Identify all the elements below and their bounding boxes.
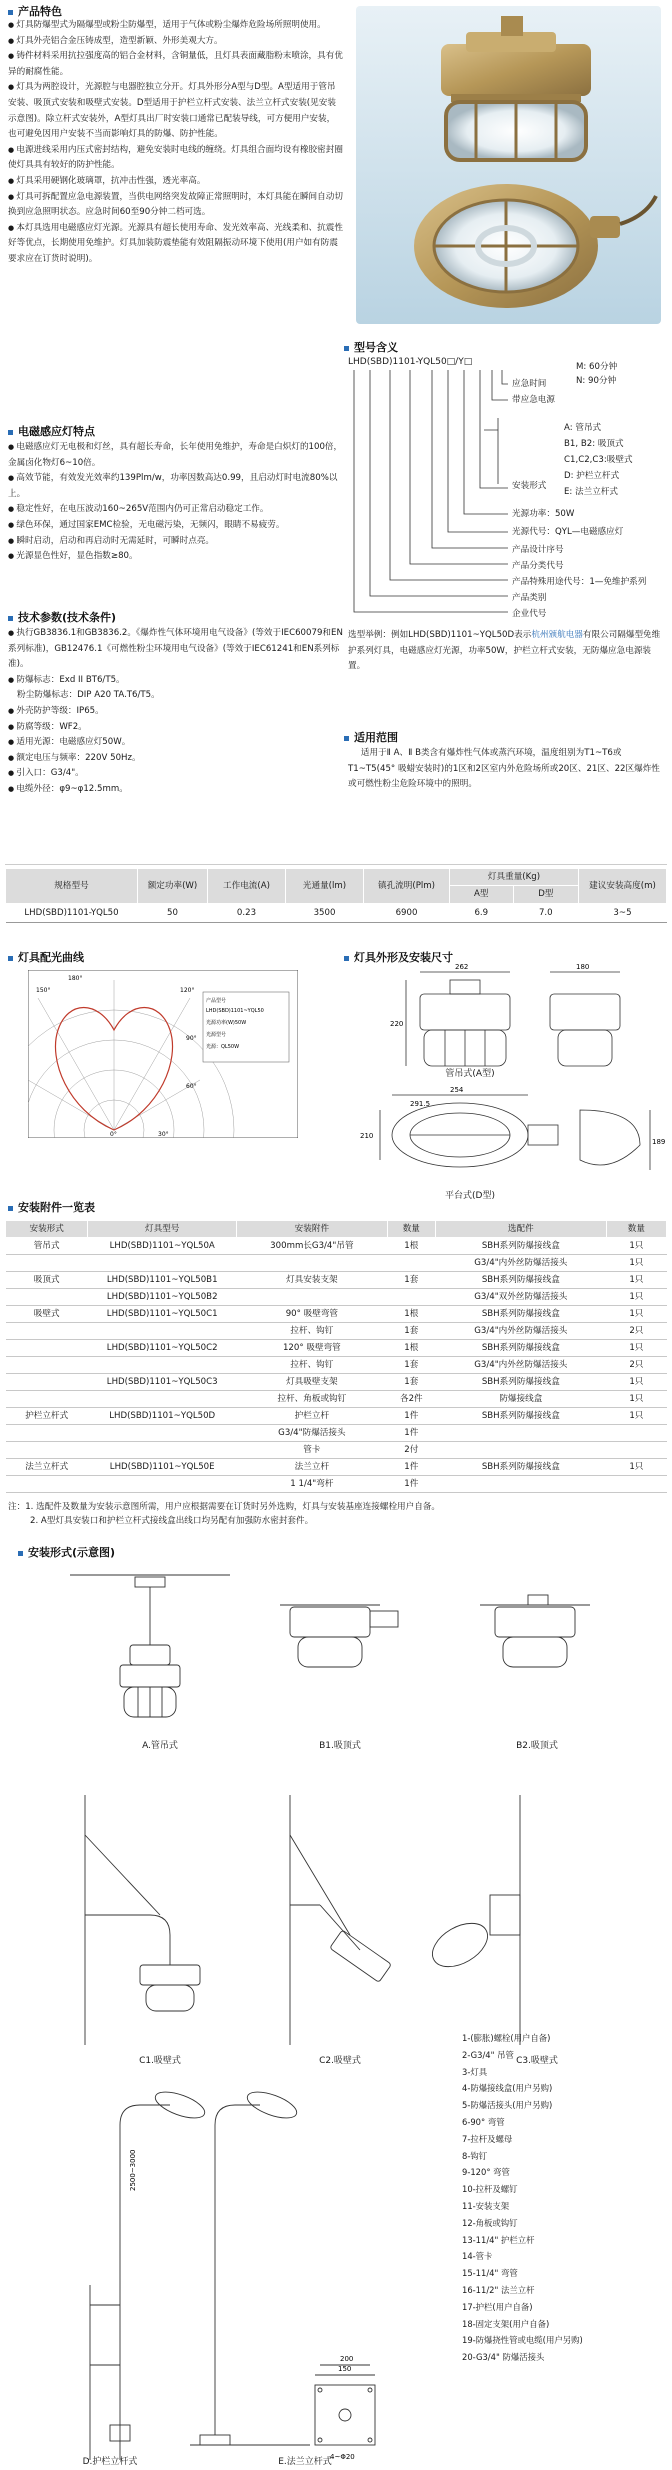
spec-header: 光通量(lm)	[286, 869, 364, 904]
install-height: 2500~3000	[129, 2149, 137, 2191]
acc-cell: 2只	[606, 1357, 666, 1374]
acc-cell: 1只	[606, 1408, 666, 1425]
tech-item: ● 引入口：G3/4"。	[8, 766, 343, 782]
curve-title: 灯具配光曲线	[8, 950, 84, 966]
acc-cell: 吸顶式	[6, 1272, 88, 1289]
spec-cell: 3500	[286, 903, 364, 922]
curve-legend: 光源型号	[206, 1032, 227, 1038]
acc-cell: 120° 吸壁弯管	[237, 1340, 388, 1357]
accessory-body	[6, 1238, 667, 1493]
part-item: 10-拉杆及螺钉	[462, 2184, 518, 2195]
model-example	[348, 628, 666, 675]
lamp-item: ● 绿色环保，通过国家EMC检验，无电磁污染，无频闪，眼睛不易疲劳。	[8, 518, 343, 534]
acc-row	[6, 1442, 667, 1459]
features-item: ● 铸件材料采用抗拉强度高的铝合金材料，含铜量低，且灯具表面藏脂粉末喷涂，具有优异的耐腐性能。	[8, 49, 343, 80]
acc-cell: 1件	[387, 1425, 435, 1442]
model-label-emg-power: 带应急电源	[512, 395, 555, 405]
acc-cell: 1只	[606, 1340, 666, 1357]
acc-row	[6, 1357, 667, 1374]
acc-cell: 1根	[387, 1306, 435, 1323]
acc-cell	[387, 1289, 435, 1306]
tech-item: ● 适用光源：电磁感应灯50W。	[8, 735, 343, 751]
acc-row	[6, 1306, 667, 1323]
dim-label: 291.5	[410, 1100, 431, 1108]
spec-cell: 6.9	[450, 903, 514, 922]
note: 2. A型灯具安装口和护栏立杆式接线盒出线口均另配有加强防水密封套件。	[30, 1516, 314, 1526]
tech-item: ● 外壳防护等级：IP65。	[8, 704, 343, 720]
spec-header: 工作电流(A)	[208, 869, 286, 904]
acc-cell: 2付	[387, 1442, 435, 1459]
acc-cell: 1件	[387, 1476, 435, 1493]
acc-cell: 1件	[387, 1459, 435, 1476]
install-caption: A.管吊式	[142, 1741, 178, 1751]
part-item: 16-11/2" 法兰立杆	[462, 2284, 535, 2295]
dim-label: 262	[455, 963, 469, 971]
example-company: 杭州颁航电器	[531, 630, 583, 640]
install-caption: D.护栏立杆式	[82, 2457, 138, 2467]
acc-row	[6, 1255, 667, 1272]
features-item: ● 灯具外壳铝合金压铸成型，造型新颖、外形美观大方。	[8, 34, 343, 50]
accessory-title: 安装附件一览表	[8, 1200, 95, 1216]
acc-cell: 1只	[606, 1374, 666, 1391]
spec-cell: LHD(SBD)1101-YQL50	[6, 903, 138, 922]
part-item: 20-G3/4" 防爆活接头	[462, 2352, 545, 2363]
tech-item: 粉尘防爆标志：DIP A20 TA.T6/T5。	[17, 690, 160, 701]
acc-cell	[88, 1391, 237, 1408]
acc-cell: 管吊式	[6, 1238, 88, 1255]
angle-label: 150°	[36, 987, 51, 994]
spec-table	[5, 868, 667, 923]
part-item: 3-灯具	[462, 2066, 488, 2077]
spec-cell: 6900	[364, 903, 450, 922]
acc-row	[6, 1408, 667, 1425]
install-title: 安装形式(示意图)	[18, 1545, 115, 1561]
acc-cell: SBH系列防爆接线盒	[435, 1306, 606, 1323]
acc-cell	[6, 1425, 88, 1442]
acc-header: 选配件	[435, 1221, 606, 1238]
tech-list	[8, 626, 343, 798]
acc-header: 数量	[606, 1221, 666, 1238]
angle-label: 60°	[186, 1083, 197, 1090]
mount-option: E: 法兰立杆式	[564, 487, 619, 497]
acc-cell	[6, 1340, 88, 1357]
acc-cell: SBH系列防爆接线盒	[435, 1272, 606, 1289]
acc-cell: 护栏立杆式	[6, 1408, 88, 1425]
acc-cell: LHD(SBD)1101~YQL50A	[88, 1238, 237, 1255]
spec-cell: 50	[138, 903, 208, 922]
acc-cell: 1根	[387, 1238, 435, 1255]
acc-cell: 拉杆、钩钉	[237, 1357, 388, 1374]
acc-cell	[6, 1442, 88, 1459]
tech-title: 技术参数(技术条件)	[8, 610, 116, 626]
spec-subheader: A型	[450, 886, 514, 903]
features-item: ● 灯具可拆配置应急电源装置，当供电网络突发故障正常照明时，本灯具能在瞬间自动切换到应急照明状态。应急时间60至90分钟二档可选。	[8, 190, 343, 221]
acc-cell	[6, 1374, 88, 1391]
install-caption: C1.吸壁式	[139, 2056, 181, 2066]
note: 注：1. 选配件及数量为安装示意图所需，用户应根据需要在订货时另外选购，灯具与安装基座连接螺栓用户自备。	[8, 1502, 441, 1512]
product-photo	[356, 6, 661, 324]
acc-cell	[237, 1255, 388, 1272]
acc-cell: 1 1/4"弯杆	[237, 1476, 388, 1493]
acc-cell: LHD(SBD)1101~YQL50E	[88, 1459, 237, 1476]
acc-cell	[435, 1442, 606, 1459]
mount-option: C1,C2,C3:吸壁式	[564, 455, 633, 465]
acc-cell	[88, 1357, 237, 1374]
acc-cell: 拉杆、角板或钩钉	[237, 1391, 388, 1408]
acc-cell: LHD(SBD)1101~YQL50C3	[88, 1374, 237, 1391]
acc-cell	[6, 1391, 88, 1408]
spec-subheader: D型	[513, 886, 578, 903]
lamp-item: ● 瞬时启动，启动和再启动时无需延时，可瞬时点亮。	[8, 534, 343, 550]
acc-cell: 灯具安装支架	[237, 1272, 388, 1289]
dim-label: 220	[390, 1020, 404, 1028]
part-item: 2-G3/4" 吊管	[462, 2049, 514, 2060]
acc-cell	[88, 1323, 237, 1340]
acc-cell: SBH系列防爆接线盒	[435, 1238, 606, 1255]
install-caption: B2.吸顶式	[516, 1741, 558, 1751]
angle-label: 0°	[110, 1131, 117, 1138]
part-item: 5-防爆活接头(用户另购)	[462, 2100, 553, 2111]
emg-option: N: 90分钟	[576, 376, 617, 386]
curve-legend: 光源：QL50W	[206, 1044, 240, 1050]
acc-header: 数量	[387, 1221, 435, 1238]
dim-label: 189	[652, 1138, 665, 1146]
light-distribution-curve	[28, 970, 298, 1138]
acc-row	[6, 1340, 667, 1357]
spec-header: 额定功率(W)	[138, 869, 208, 904]
model-label: 光源代号：QYL—电磁感应灯	[512, 527, 624, 537]
parts-list	[462, 2030, 583, 2366]
tech-item: ● 电缆外径：φ9~φ12.5mm。	[8, 782, 343, 798]
spec-cell: 3~5	[579, 903, 667, 922]
part-item: 14-管卡	[462, 2251, 493, 2262]
acc-cell: 吸壁式	[6, 1306, 88, 1323]
model-lines	[348, 370, 508, 620]
tech-item: ● 防爆标志：Exd II BT6/T5。	[8, 673, 343, 689]
acc-cell	[88, 1255, 237, 1272]
acc-cell: 1只	[606, 1255, 666, 1272]
acc-cell: 1只	[606, 1289, 666, 1306]
caption-a: 管吊式(A型)	[445, 1069, 495, 1079]
acc-cell: SBH系列防爆接线盒	[435, 1408, 606, 1425]
acc-cell	[435, 1425, 606, 1442]
features-item: ● 灯具为两腔设计，光源腔与电器腔独立分开。灯具外形分A型与D型。A型适用于管吊安装、吸顶式安装和吸壁式安装。D型适用于护栏立杆式安装、法兰立杆式安装(见安装示意图)。除立杆式安装外，A型灯具出厂时安装口通常已配装导线，可方便用户安装，也可避免因用户安装不当而影响灯具的防爆、防护性能。	[8, 80, 343, 142]
acc-row	[6, 1391, 667, 1408]
dimension-drawing	[350, 960, 665, 1205]
acc-cell: 300mm长G3/4"吊管	[237, 1238, 388, 1255]
features-item: ● 灯具防爆型式为隔爆型或粉尘防爆型，适用于气体或粉尘爆炸危险场所照明使用。	[8, 18, 343, 34]
acc-cell: 拉杆、钩钉	[237, 1323, 388, 1340]
model-label: 光源功率：50W	[512, 509, 575, 519]
dimension-title: 灯具外形及安装尺寸	[344, 950, 453, 966]
acc-header: 安装附件	[237, 1221, 388, 1238]
spec-header: 灯具重量(Kg)	[450, 869, 579, 886]
acc-cell	[6, 1476, 88, 1493]
acc-row	[6, 1425, 667, 1442]
acc-cell: 灯具吸壁支架	[237, 1374, 388, 1391]
acc-cell: 法兰立杆	[237, 1459, 388, 1476]
lamp-list	[8, 440, 343, 565]
dim-label: 210	[360, 1132, 374, 1140]
acc-cell: G3/4"双外丝防爆活接头	[435, 1289, 606, 1306]
acc-cell: SBH系列防爆接线盒	[435, 1340, 606, 1357]
acc-cell	[6, 1255, 88, 1272]
install-caption: E.法兰立杆式	[278, 2457, 332, 2467]
acc-cell	[6, 1289, 88, 1306]
model-mount-options	[564, 420, 633, 500]
model-label: 产品类别	[512, 593, 547, 603]
acc-cell: 1只	[606, 1238, 666, 1255]
acc-cell	[606, 1425, 666, 1442]
acc-cell: 1套	[387, 1374, 435, 1391]
acc-cell	[6, 1323, 88, 1340]
emg-option: M: 60分钟	[576, 362, 618, 372]
angle-label: 120°	[180, 987, 195, 994]
part-item: 11-安装支架	[462, 2200, 510, 2211]
example-text: 有限公司隔爆型免维护系列灯具，电磁感应灯光源，功率50W，护栏立杆式安装，无防爆应急电源装置。	[348, 630, 661, 672]
part-item: 9-120° 弯管	[462, 2167, 510, 2178]
acc-row	[6, 1323, 667, 1340]
dim-label: 254	[450, 1086, 464, 1094]
base-dim: 4~Φ20	[330, 2453, 355, 2461]
curve-legend: LHD(SBD)1101~YQL50	[206, 1008, 264, 1014]
spec-cell: 7.0	[513, 903, 578, 922]
lamp-title: 电磁感应灯特点	[8, 424, 95, 440]
part-item: 17-护栏(用户自备)	[462, 2301, 533, 2312]
lamp-item: ● 光源显色性好，显色指数≥80。	[8, 549, 343, 565]
model-code: LHD(SBD)1101-YQL50□/Y□	[348, 357, 473, 367]
acc-cell: 1件	[387, 1408, 435, 1425]
mount-option: B1, B2: 吸顶式	[564, 439, 624, 449]
accessory-table	[5, 1220, 667, 1493]
install-caption: C3.吸壁式	[516, 2056, 558, 2066]
acc-cell	[606, 1442, 666, 1459]
model-label: 企业代号	[512, 609, 547, 619]
acc-cell: 1套	[387, 1323, 435, 1340]
part-item: 12-角板或钩钉	[462, 2217, 518, 2228]
part-item: 4-防爆接线盒(用户另购)	[462, 2083, 553, 2094]
part-item: 13-11/4" 护栏立杆	[462, 2234, 535, 2245]
acc-cell: 1套	[387, 1357, 435, 1374]
acc-row	[6, 1238, 667, 1255]
acc-cell: 1只	[606, 1391, 666, 1408]
acc-cell	[6, 1357, 88, 1374]
mount-option: D: 护栏立杆式	[564, 471, 620, 481]
acc-cell: G3/4"内外丝防爆活接头	[435, 1323, 606, 1340]
tech-item: ● 防腐等级：WF2。	[8, 720, 343, 736]
tech-item: ● 额定电压与频率：220V 50Hz。	[8, 751, 343, 767]
acc-header: 安装形式	[6, 1221, 88, 1238]
range-title: 适用范围	[344, 730, 398, 746]
model-label: 产品特殊用途代号：1—免维护系列	[512, 577, 647, 587]
lamp-item: ● 高效节能，有效发光效率约139Plm/w，功率因数高达0.99，且启动灯时电流80%以上。	[8, 471, 343, 502]
accessory-notes	[8, 1500, 668, 1528]
dim-label: 180	[576, 963, 590, 971]
features-item: ● 本灯具选用电磁感应灯光源。光源具有超长使用寿命、发光效率高、光线柔和、抗震性好等优点，长期使用免维护。灯具加装防震垫能有效阻隔振动环境下使用(用户如有防震要求应在订货时说明)。	[8, 221, 343, 268]
part-item: 6-90° 弯管	[462, 2116, 505, 2127]
spec-header: 镇孔流明(Plm)	[364, 869, 450, 904]
install-caption: B1.吸顶式	[319, 1741, 361, 1751]
part-item: 15-11/4" 弯管	[462, 2268, 518, 2279]
acc-row	[6, 1374, 667, 1391]
base-dim: 200	[340, 2355, 354, 2363]
acc-cell: LHD(SBD)1101~YQL50C1	[88, 1306, 237, 1323]
acc-cell: 各2件	[387, 1391, 435, 1408]
features-title: 产品特色	[8, 4, 62, 20]
curve-legend: 光源功率(W)50W	[206, 1020, 247, 1026]
features-item: ● 电源进线采用内压式密封结构，避免安装时电线的缠绕。灯具组合面均设有橡胶密封圈使灯具具有较好的防护性能。	[8, 143, 343, 174]
acc-cell: LHD(SBD)1101~YQL50D	[88, 1408, 237, 1425]
acc-cell: 防爆接线盒	[435, 1391, 606, 1408]
acc-cell: G3/4"内外丝防爆活接头	[435, 1255, 606, 1272]
spec-header: 规格型号	[6, 869, 138, 904]
model-emg-options	[576, 360, 617, 388]
divider	[5, 864, 667, 865]
part-item: 1-(膨胀)螺栓(用户自备)	[462, 2033, 551, 2043]
acc-cell: 管卡	[237, 1442, 388, 1459]
acc-cell: 1只	[606, 1306, 666, 1323]
acc-cell	[88, 1425, 237, 1442]
features-item: ● 灯具采用硬钢化玻璃罩，抗冲击性强，透光率高。	[8, 174, 343, 190]
part-item: 7-拉杆及螺母	[462, 2133, 513, 2144]
base-dim: 150	[338, 2365, 352, 2373]
curve-legend: 产品型号	[206, 998, 227, 1004]
mount-option: A: 管吊式	[564, 423, 602, 433]
acc-cell: 法兰立杆式	[6, 1459, 88, 1476]
acc-cell	[435, 1476, 606, 1493]
spec-cell: 0.23	[208, 903, 286, 922]
acc-cell: LHD(SBD)1101~YQL50C2	[88, 1340, 237, 1357]
acc-cell: G3/4"防爆活接头	[237, 1425, 388, 1442]
model-title: 型号含义	[344, 340, 398, 356]
model-label: 产品设计序号	[512, 545, 564, 555]
part-item: 19-防爆挠性管或电缆(用户另购)	[462, 2335, 583, 2346]
acc-cell: 1根	[387, 1340, 435, 1357]
spec-header: 建议安装高度(m)	[579, 869, 667, 904]
acc-cell: 1只	[606, 1459, 666, 1476]
caption-d: 平台式(D型)	[445, 1191, 495, 1201]
acc-cell: SBH系列防爆接线盒	[435, 1374, 606, 1391]
acc-row	[6, 1459, 667, 1476]
model-label-mount: 安装形式	[512, 481, 547, 491]
acc-header: 灯具型号	[88, 1221, 237, 1238]
acc-row	[6, 1476, 667, 1493]
angle-label: 30°	[158, 1131, 169, 1138]
tech-item: ● 执行GB3836.1和GB3836.2。《爆炸性气体环境用电气设备》(等效于IEC60079和EN系列标准)，GB12476.1《可燃性粉尘环境用电气设备》(等效于IEC61241和EN系列标准)。	[8, 626, 343, 673]
acc-cell: SBH系列防爆接线盒	[435, 1459, 606, 1476]
acc-row	[6, 1289, 667, 1306]
lamp-item: ● 稳定性好，在电压波动160~265V范围内仍可正常启动稳定工作。	[8, 502, 343, 518]
acc-cell: LHD(SBD)1101~YQL50B2	[88, 1289, 237, 1306]
angle-label: 90°	[186, 1035, 197, 1042]
angle-label: 180°	[68, 975, 83, 982]
acc-cell: 护栏立杆	[237, 1408, 388, 1425]
features-list	[8, 18, 343, 268]
example-text: 选型举例：例如LHD(SBD)1101~YQL50D表示	[348, 630, 532, 640]
acc-row	[6, 1272, 667, 1289]
acc-cell: 90° 吸壁弯管	[237, 1306, 388, 1323]
spec-row	[6, 903, 667, 922]
acc-cell: G3/4"内外丝防爆活接头	[435, 1357, 606, 1374]
acc-cell	[606, 1476, 666, 1493]
install-caption: C2.吸壁式	[319, 2056, 361, 2066]
acc-cell: LHD(SBD)1101~YQL50B1	[88, 1272, 237, 1289]
acc-cell	[387, 1255, 435, 1272]
lamp-item: ● 电磁感应灯无电极和灯丝，具有超长寿命，长年使用免维护，寿命是白炽灯的100倍，金属卤化物灯6~10倍。	[8, 440, 343, 471]
part-item: 8-钩钉	[462, 2150, 488, 2161]
model-label-emg: 应急时间	[512, 379, 547, 389]
acc-cell: 2只	[606, 1323, 666, 1340]
model-label: 产品分类代号	[512, 561, 564, 571]
part-item: 18-固定支架(用户自备)	[462, 2318, 550, 2329]
range-text: 适用于Ⅱ A、Ⅱ B类含有爆炸性气体或蒸汽环境，温度组别为T1~T6或T1~T5(45° 吸蜡安装时)的1区和2区室内外危险场所或20区、21区、22区爆炸性或可燃性粉尘危险环境中的照明。	[348, 748, 660, 790]
acc-cell: 1套	[387, 1272, 435, 1289]
acc-cell	[88, 1476, 237, 1493]
acc-cell	[88, 1442, 237, 1459]
acc-cell	[237, 1289, 388, 1306]
acc-cell: 1只	[606, 1272, 666, 1289]
